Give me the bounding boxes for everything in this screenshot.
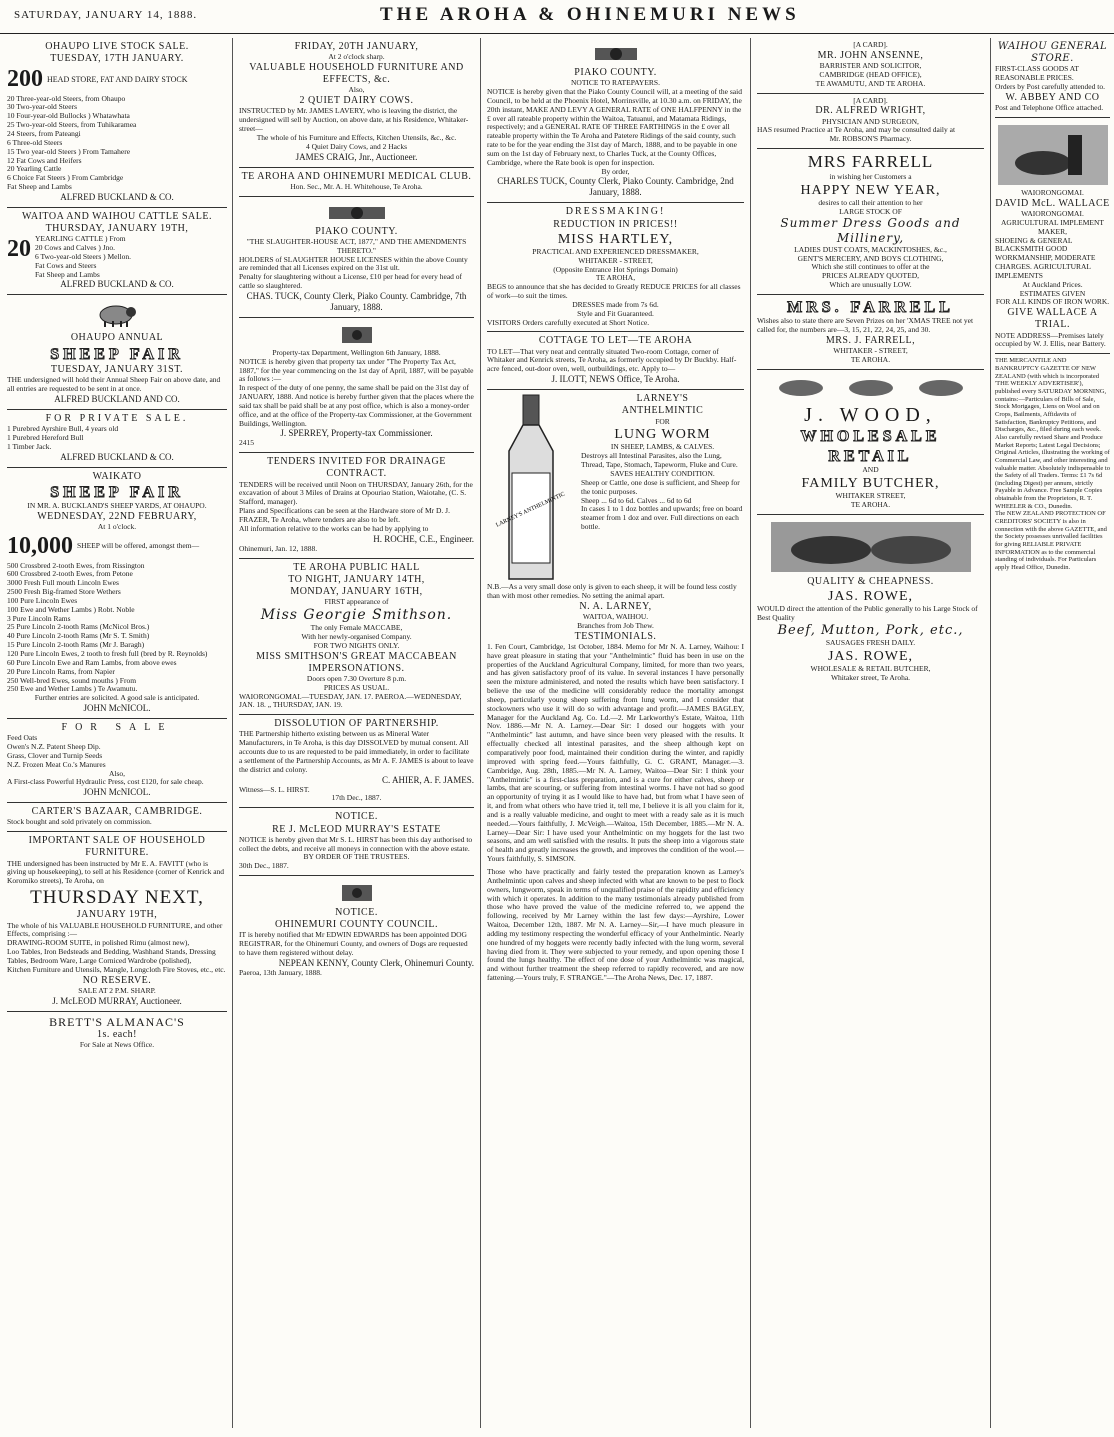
- ad-agent: N. A. LARNEY,: [579, 600, 652, 612]
- ad-lines: [7, 562, 227, 695]
- ad-body: TE AROHA.: [850, 500, 891, 510]
- ad-subtitle: RE J. McLEOD MURRAY'S ESTATE: [272, 823, 441, 835]
- ansenne-card: [757, 38, 984, 94]
- line: Fat Sheep and Lambs: [7, 182, 72, 192]
- ad-body: Orders by Post carefully attended to.: [995, 82, 1105, 92]
- ad-body: PRACTICAL AND EXPERIENCED DRESSMAKER,: [532, 246, 699, 256]
- ad-date: MONDAY, JANUARY 16TH,: [290, 585, 423, 597]
- ad-body: Plans and Specifications can be seen at the Hardware store of Mr D. J. FRAZER, Te Aroha, where tenders are also to be left.: [239, 506, 450, 524]
- ad-subtitle: TESTIMONIALS.: [574, 630, 657, 642]
- line: 30 Two-year-old Steers: [7, 102, 78, 112]
- bottle-label: LARNEY'S ANTHELMINTIC: [495, 491, 566, 529]
- ad-body: TENDERS will be received until Noon on THURSDAY, January 26th, for the excavation of about 3 Miles of Drains at Opouriao Station, Waiotahe, (C. S. Stafford, manager).: [239, 479, 473, 507]
- almanac-ad: [7, 1012, 227, 1055]
- ad-signature: CHAS. TUCK, County Clerk, Piako County. Cambridge, 7th January, 1888.: [246, 290, 467, 312]
- line: 60 Pure Lincoln Ewe and Ram Lambs, from above ewes: [7, 657, 177, 667]
- column-1: [4, 38, 232, 1428]
- ad-date: 17th Dec., 1887.: [331, 793, 382, 803]
- ad-card: [A CARD].: [853, 95, 888, 105]
- ad-time: SALE AT 2 P.M. SHARP.: [78, 985, 156, 995]
- dissolution-notice: [239, 715, 474, 808]
- ad-also: Also,: [348, 85, 365, 95]
- crest-icon: [593, 45, 639, 63]
- ad-date: 30th Dec., 1887.: [239, 861, 289, 871]
- ad-card: [A CARD].: [853, 40, 888, 49]
- ad-body: FOR: [655, 416, 670, 426]
- ad-body: LADIES DUST COATS, MACKINTOSHES, &c.,: [794, 244, 947, 254]
- masthead-date: SATURDAY, JANUARY 14, 1888.: [14, 9, 198, 21]
- wood-butcher-ad: [757, 370, 984, 515]
- ad-body: IT is hereby notified that Mr EDWIN EDWARDS has been appointed DOG REGISTRAR, for the Ohinemuri County, and owners of Dogs are requested to have them registered without delay.: [239, 930, 468, 958]
- line: 100 Pure Lincoln Ewes: [7, 595, 78, 605]
- ad-body: in wishing her Customers a: [829, 171, 912, 181]
- ad-body: FOR ALL KINDS OF IRON WORK.: [995, 297, 1110, 307]
- ad-body: HOLDERS of SLAUGHTER HOUSE LICENSES within the above County are reminded that all Licenses expired on the 31st ult.: [239, 254, 468, 273]
- ad-headline: MISS HARTLEY,: [557, 231, 674, 247]
- ad-body: INSTRUCTED by Mr. JAMES LAVERY, who is leaving the district, the undersigned will sell by Auction, on above date, at his Residence, Whitaker-street—: [239, 106, 469, 134]
- ad-body: PRICES AS USUAL.: [323, 682, 390, 692]
- ad-body: By order,: [601, 166, 630, 176]
- ad-big-number: 200: [7, 66, 43, 93]
- crest-icon: [340, 325, 374, 345]
- ad-place: WAIORONGOMAI.: [1021, 187, 1084, 197]
- ad-signature: J. McLEOD MURRAY, Auctioneer.: [52, 995, 182, 1006]
- household-furniture-sale-ad: [7, 832, 227, 1011]
- ad-body: (Opposite Entrance Hot Springs Domain): [553, 264, 678, 274]
- line: 20 Cows and Calves ) Jno.: [35, 243, 115, 253]
- ad-number: 2415: [239, 438, 254, 448]
- line: 20 Yearling Cattle: [7, 164, 62, 174]
- line: 250 Well-bred Ewes, sound mouths ) From: [7, 675, 137, 685]
- medical-club-ad: [239, 168, 474, 197]
- ad-body: SHOEING & GENERAL BLACKSMITH GOOD WORKMANSHIP, MODERATE CHARGES. AGRICULTURAL IMPLEMENTS: [995, 235, 1096, 280]
- ad-body: NOTICE is hereby given that property tax under "The Property Tax Act, 1887," for the year commencing on the 1st day of April, 1887, will be payable as follows :—: [239, 356, 474, 384]
- ad-title: NOTICE.: [335, 811, 378, 823]
- ad-body: SAVES HEALTHY CONDITION.: [610, 468, 715, 478]
- ad-signature: CHARLES TUCK, County Clerk, Piako County. Cambridge, 2nd January, 1888.: [497, 176, 734, 198]
- ad-date: THURSDAY, JANUARY 19TH,: [45, 223, 189, 235]
- ad-title: OHAUPO LIVE STOCK SALE.: [45, 41, 189, 52]
- ad-body: 4 Quiet Dairy Cows, and 2 Hacks: [305, 141, 408, 151]
- line: Fat Sheep and Lambs: [35, 269, 100, 279]
- ad-witness: Witness—S. L. HIRST.: [239, 784, 310, 794]
- ad-title: MRS. FARRELL: [787, 298, 954, 316]
- ad-body: PHYSICIAN AND SURGEON,: [822, 116, 919, 126]
- livestock-illustration: [771, 377, 971, 399]
- ad-title: REDUCTION IN PRICES!!: [553, 218, 678, 230]
- ad-signature: J. ILOTT, NEWS Office, Te Aroha.: [551, 374, 680, 385]
- ad-body: All information relative to the works can be had by applying to: [239, 523, 429, 533]
- ad-title: PIAKO COUNTY.: [315, 225, 398, 237]
- ad-date: WEDNESDAY, 22ND FEBRUARY,: [37, 511, 197, 523]
- murray-estate-notice: [239, 808, 474, 876]
- ad-body: AGRICULTURAL IMPLEMENT MAKER,: [1001, 217, 1104, 236]
- ad-title: TE AROHA PUBLIC HALL: [293, 561, 420, 573]
- ad-title: WAIHOU GENERAL STORE.: [997, 41, 1108, 65]
- ad-body: BARRISTER AND SOLICITOR,: [819, 61, 922, 71]
- line: 10 Four-year-old Bullocks ) Whatawhata: [7, 111, 130, 121]
- line: 3 Pure Lincoln Rams: [7, 613, 71, 623]
- ad-body: At Auckland Prices.: [1022, 279, 1083, 289]
- line: N.Z. Frozen Meat Co.'s Manures: [7, 759, 106, 769]
- line: 15 Two year-old Steers ) From Tamahere: [7, 146, 131, 156]
- ad-time: At 2 o'clock sharp.: [328, 52, 385, 62]
- ad-place: IN MR. A. BUCKLAND'S SHEEP YARDS, AT OHAUPO.: [27, 501, 207, 511]
- ad-headline: JAS. ROWE,: [827, 589, 914, 605]
- ad-date: JANUARY 19TH,: [76, 909, 158, 921]
- ad-body: With her newly-organised Company.: [301, 631, 412, 641]
- ad-headline: Summer Dress Goods and Millinery,: [780, 216, 961, 246]
- waikato-sheep-fair-ad: [7, 468, 227, 719]
- ad-headline: WHOLESALE: [800, 428, 941, 446]
- lavery-furniture-sale-ad: [239, 38, 474, 168]
- ad-body: FIRST-CLASS GOODS AT REASONABLE PRICES.: [995, 64, 1079, 83]
- ad-note: For Sale at News Office.: [79, 1040, 155, 1050]
- ad-footer: NO RESERVE.: [82, 974, 152, 986]
- ad-body: Hon. Sec., Mr. A. H. Whitehouse, Te Aroha.: [290, 181, 423, 191]
- line: 25 Pure Lincoln 2-tooth Rams (McNicol Bros.): [7, 622, 150, 632]
- for-sale-ad: [7, 719, 227, 803]
- ad-body: In cases 1 to 1 doz bottles and upwards; free on board steamer from 1 doz and over. Full directions on each bottle.: [581, 504, 743, 532]
- ad-body: Stock bought and sold privately on commission.: [7, 817, 152, 827]
- county-council-notice: [239, 876, 474, 982]
- rowe-butcher-ad: [757, 515, 984, 686]
- line: Loo Tables, Iron Bedsteads and Bedding, Washhand Stands, Dressing Tables, Bedroom Ware, Large Corniced Wardrobe (polished),: [7, 947, 216, 965]
- ad-title: BRETT'S ALMANAC'S: [49, 1014, 185, 1029]
- ad-body: TO LET—That very neat and centrally situated Two-room Cottage, corner of Whitaker and Kenrick streets, Te Aroha, as formerly occupied by Dr Buckby. Half-acre fenced, out-door oven, well, outbuildings, etc. Apply to—: [487, 346, 737, 374]
- ad-signature: ALFRED BUCKLAND & CO.: [60, 279, 174, 290]
- ad-body: CAMBRIDGE (HEAD OFFICE),: [819, 69, 922, 79]
- ad-body: THE undersigned will hold their Annual Sheep Fair on above date, and all entries are requested to be sent in at once.: [7, 375, 221, 394]
- ad-body: LARGE STOCK OF: [839, 206, 902, 216]
- ad-headline: Miss Georgie Smithson.: [260, 606, 453, 623]
- ad-body: HAS resumed Practice at Te Aroha, and may be consulted daily at: [757, 125, 956, 135]
- ad-signature: J. SPERREY, Property-tax Commissioner.: [280, 428, 433, 439]
- line: 3000 Fresh Full mouth Lincoln Ewes: [7, 578, 119, 588]
- ad-title: PIAKO COUNTY.: [574, 67, 657, 78]
- ad-body: THE undersigned has been instructed by Mr E. A. FAVITT (who is giving up housekeeping), to sell at his Residence (corner of Kenrick and Koromiko streets), Te Aroha, on: [7, 858, 225, 886]
- wallace-blacksmith-ad: [995, 118, 1110, 354]
- ad-body: TE AWAMUTU, AND TE AROHA.: [815, 78, 926, 88]
- ohaupo-sheep-fair-ad: [7, 295, 227, 410]
- line: 6 Three-old Steers: [7, 137, 63, 147]
- ad-body: Whitaker street, Te Aroha.: [830, 672, 911, 682]
- ad-title: QUALITY & CHEAPNESS.: [807, 576, 934, 588]
- masthead-title: THE AROHA & OHINEMURI NEWS: [380, 4, 800, 25]
- ad-body: NOTICE is hereby given that the Piako County Council will, at a meeting of the said Council, to be held at the Phoenix Hotel, Morrinsville, at 10.30 a.m. on FRIDAY, the 20th instant, MAKE AND LEVY A GENERAL RATE of ONE HALFPENNY in the £ over all rateable property within the Waitoa, Tatuanui, and Matamata Ridings, respectively; and a GENERAL RATE OF THREE FARTHINGS in the £ over all rateable property within the Te Aroha and Patetere Ridings of the said county, such rate to be for the year ending the 31st day of March, 1888, and to be payable in one sum on the 1st day of February next, to Charles Tuck, at the County Offices, Cambridge, where the Rate book is open for inspection.: [487, 87, 742, 167]
- ad-body: NOTICE is hereby given that Mr S. L. HIRST has been this day authorised to collect the debts, and receive all moneys in connection with the above estate.: [239, 834, 473, 853]
- line: Grass, Clover and Turnip Seeds: [7, 750, 103, 760]
- ad-big-number: 10,000: [7, 533, 73, 560]
- larneys-anthelmintic-ad: [487, 390, 744, 987]
- private-sale-ad: [7, 410, 227, 468]
- ad-body: Penalty for slaughtering without a License, £10 per head for every head of cattle so slaughtered.: [239, 272, 463, 291]
- line: 1 Timber Jack.: [7, 441, 52, 451]
- column-4: [750, 38, 990, 1428]
- ad-title: WAIKATO: [92, 470, 142, 482]
- ad-body: Those who have practically and fairly tested the preparation known as Larney's Anthelmintic upon calves and sheep infected with what are known to be pest to flock owners, lungworm, speak in terms of unqualified praise of the rapidity and efficiency with which it operates. In addition to the many testimonials already published from those who have proved the value of the medicine referred to, we append the following, received by Mr Larney within the last few days:—Ayrshire, Lower Waitoa, December 12th, 1887. Mr N. A. Larney—Sir,—I have much pleasure in adding my testimony respecting the wonderful efficacy of your Anthelmintic. Nearly one hundred of my hoggets were recently badly infected with the lung worm, several having died from it. They were subjected to your remedy, and upon opening those I found the lungs healthy. The effect of one dose of your Anthelmintic was magical, and without further treatment the sheep referred to rapidly recovered, and are now fattening.—Yours truly, F. STRANGE."—The Aroha News, Dec. 17, 1887.: [487, 866, 744, 983]
- ad-date: TUESDAY, 17TH JANUARY.: [50, 53, 184, 65]
- ad-body: The NEW ZEALAND PROTECTION OF CREDITORS' SOCIETY is also in connection with the above GAZETTE, and the Society possesses unrivalled facilities for giving RELIABLE PRIVATE INFORMATION as to the commercial standing of individuals. For Particulars apply Head Office, Dunedin.: [995, 510, 1107, 572]
- ad-headline: LUNG WORM: [614, 427, 711, 443]
- ratepayers-notice: [487, 38, 744, 203]
- column-3: [480, 38, 750, 1428]
- ad-signature: ALFRED BUCKLAND & CO.: [60, 451, 174, 462]
- ad-title: DRESSMAKING!: [565, 206, 666, 218]
- ad-signature: ALFRED BUCKLAND AND CO.: [54, 394, 180, 405]
- line: Feed Oats: [7, 733, 38, 743]
- cottage-to-let-ad: [487, 332, 744, 390]
- ad-body: Style and Fit Guaranteed.: [577, 308, 654, 318]
- ad-body: Which she still continues to offer at the: [811, 262, 930, 272]
- ad-headline: GIVE WALLACE A TRIAL.: [1007, 307, 1098, 331]
- ad-big-number: 20: [7, 236, 31, 263]
- line: 20 Pure Lincoln Rams, from Napier: [7, 666, 115, 676]
- ad-note: N.B.—As a very small dose only is given to each sheep, it will be found less costly than with most other remedies. No setting the animal apart.: [487, 582, 737, 600]
- mercantile-gazette-ad: [995, 354, 1110, 575]
- ad-body: Which are unusually LOW.: [829, 280, 912, 290]
- line: 100 Ewe and Wether Lambs ) Robt. Noble: [7, 604, 135, 614]
- line: YEARLING CATTLE ) From: [35, 234, 126, 244]
- column-2: [232, 38, 480, 1428]
- ad-body: ESTIMATES GIVEN: [1019, 288, 1086, 298]
- ad-headline: SHEEP will be offered, amongst them—: [77, 541, 200, 551]
- ad-title: VALUABLE HOUSEHOLD FURNITURE AND EFFECTS, &c.: [249, 62, 464, 86]
- ad-title: TENDERS INVITED FOR DRAINAGE CONTRACT.: [267, 456, 446, 480]
- waitoa-cattle-sale-ad: [7, 208, 227, 296]
- ad-note: NOTE ADDRESS—Premises lately occupied by W. J. Ellis, near Battery.: [995, 330, 1106, 349]
- ad-title: COTTAGE TO LET—TE AROHA: [538, 335, 693, 347]
- ad-title: FOR PRIVATE SALE.: [45, 413, 189, 424]
- ad-headline: JAS. ROWE,: [827, 648, 914, 664]
- carters-bazaar-ad: [7, 803, 227, 832]
- ad-title: DAVID McL. WALLACE: [995, 197, 1110, 209]
- ad-date: Paeroa, 13th January, 1888.: [239, 967, 322, 977]
- column-6: [990, 38, 1114, 1428]
- ad-body: WHITAKER STREET,: [835, 491, 906, 501]
- wright-card: [757, 94, 984, 150]
- ad-title: WAITOA AND WAIHOU CATTLE SALE.: [22, 210, 212, 222]
- column-divider-3: [480, 38, 481, 1428]
- ad-signature: C. AHIER, A. F. JAMES.: [381, 774, 474, 785]
- ad-date: TO NIGHT, JANUARY 14TH,: [288, 573, 425, 585]
- ad-title: CARTER'S BAZAAR, CAMBRIDGE.: [31, 806, 203, 818]
- ad-headline: W. ABBEY AND CO: [1005, 91, 1100, 103]
- ad-body: Branches from Job Thew.: [577, 620, 654, 630]
- ad-title: FOR SALE: [61, 722, 173, 733]
- ad-date: FRIDAY, 20TH JANUARY,: [294, 41, 419, 52]
- ad-body: THE MERCANTILE AND BANKRUPTCY GAZETTE OF NEW ZEALAND (with which is incorporated 'THE WEEKLY ADVERTISER'), published every SATURDAY MORNING, contains:—Particulars of Bills of Sale, Stock Mortgages, Liens on Wool and on Crops, Bailments, Affidavits of Satisfaction, Bankruptcy Petitions, and Discharges, &c., filed during each week. Also carefully revised Share and Produce Market Reports; Latest Legal Decisions; Original Articles, illustrating the working of Commercial Law, and other interesting and valuable matter. Absolutely indispensable to the Safety of all Traders. Terms: £1 7s 6d (including Digest) per annum, strictly Payable in Advance. Free Sample Copies obtainable from the Proprietors, R. T. WHEELER & CO., Dunedin.: [995, 357, 1110, 510]
- ad-price: 1s. each!: [96, 1029, 138, 1041]
- ad-headline: SHEEP FAIR: [50, 483, 184, 501]
- ad-signature: JOHN McNICOL.: [83, 787, 151, 798]
- ad-body: The whole of his Furniture and Effects, Kitchen Utensils, &c., &c.: [256, 132, 457, 142]
- ad-headline: THURSDAY NEXT,: [30, 887, 204, 909]
- line: 500 Crossbred 2-tooth Ewes, from Rissington: [7, 560, 145, 570]
- waihou-general-store-ad: [995, 38, 1110, 118]
- ad-body: Post and Telephone Office attached.: [995, 103, 1104, 113]
- ad-lines: [7, 95, 227, 192]
- public-hall-ad: [239, 559, 474, 716]
- ad-body: Sheep or Cattle, one dose is sufficient, and Sheep for the tonic purposes.: [581, 477, 740, 496]
- ad-subtitle: OHINEMURI COUNTY COUNCIL.: [275, 919, 438, 931]
- ad-body: Wishes also to state there are Seven Prizes on her 'XMAS TREE not yet called for, the numbers are—3, 15, 21, 22, 24, 25, and 30.: [757, 316, 974, 335]
- ad-body: VISITORS Orders carefully executed at Short Notice.: [487, 317, 650, 327]
- ad-subtitle: ANTHELMINTIC: [621, 405, 704, 417]
- ad-signature: H. ROCHE, C.E., Engineer.: [373, 533, 474, 544]
- ad-signature: JAMES CRAIG, Jnr., Auctioneer.: [295, 151, 418, 162]
- ad-headline: FAMILY BUTCHER,: [801, 476, 940, 492]
- line: 120 Pure Lincoln Ewes, 2 tooth to fresh full (bred by R. Reynolds): [7, 648, 208, 658]
- ad-title: DR. ALFRED WRIGHT,: [815, 105, 926, 117]
- ad-body: BY ORDER OF THE TRUSTEES.: [303, 852, 410, 862]
- ad-title: IMPORTANT SALE OF HOUSEHOLD FURNITURE.: [28, 835, 206, 859]
- ad-body: WHITAKER - STREET,: [578, 255, 653, 265]
- ad-date: TUESDAY, JANUARY 31ST.: [50, 364, 184, 376]
- ad-body: DRESSES made from 7s 6d.: [572, 299, 659, 309]
- ad-headline: SHEEP FAIR: [50, 345, 184, 363]
- ad-body: 1. Fen Court, Cambridge, 1st October, 1884. Memo for Mr N. A. Larney, Waihou: I have great pleasure in stating that your "Anthelmintic" fluid has been in use on the properties of the Auckland Agricultural Company, limited, for more than two years, and has given satisfactory proof of its value. In several instances I have personally seen the mixture administered, and noted the results which have been satisfactory. I believe the use of the medicine will considerably reduce the mortality amongst sheep, particularly young sheep suffering from lung worm, and I consider that stockowners who use it will do so with advantage and profit.—JAMES BAGLEY, Manager for the Auckland Ag. Co. Ld.—2. Mr Larkworthy's Estate, Waitoa, 11th Nov. 1886.—Mr N. A. Larney.—Dear Sir: I dosed our hoggets with your "Anthelmintic" last autumn, and have since been very pleased with the results. It effectually checked all intestinal parasites, and the sheep although kept on comparatively poor food, maintained their condition during the winter, and rapidly improved with spring feed.—Yours faithfully, G. C. GRANT, Manager.—3. Cambridge, Aug. 28th, 1885.—Mr N. A. Larney, Waitoa—Dear Sir: I think your "Anthelmintic" is a first-class preparation, and is a cure for either calves, sheep or lambs, that are scouring, or suffering from intestinal worms. I have not had so good an opportunity of trying it as I would like to have had, but from what I have seen of it, and from what others who have tried it, tell me, I believe it is all you claim for it, and is a really valuable medicine, and ought to meet with a ready sale as it is much needed.—Yours faithfully, J. McVeigh.—Waitoa, 15th December, 1885.—Mr N. A. Larney—Dear Sir: I have used your Anthelmintic on my hoggets for the last two seasons, and am well satisfied with the results. It puts the sheep into a vigorous state of health and greatly increases the growth, and improves the condition of the wool.—Yours faithfully, S. SIMSON.: [487, 641, 744, 864]
- slaughter-house-notice: [239, 197, 474, 318]
- line: 25 Two-year-old Steers, from Tuhikaramea: [7, 120, 137, 130]
- ad-body: FIRST appearance of: [324, 597, 389, 607]
- ad-title: OHAUPO ANNUAL: [70, 332, 164, 344]
- ad-body: Mr. ROBSON'S Pharmacy.: [829, 134, 912, 144]
- ad-body: Sheep ... 6d to 6d. Calves ... 6d to 6d: [581, 495, 692, 505]
- ad-body: desires to call their attention to her: [818, 197, 923, 207]
- line: 6 Choice Fat Steers ) From Cambridge: [7, 173, 124, 183]
- line: Owen's N.Z. Patent Sheep Dip.: [7, 742, 101, 752]
- ad-headline: HAPPY NEW YEAR,: [800, 182, 941, 198]
- farrell-prizes-ad: [757, 295, 984, 370]
- ad-headline: 2 QUIET DAIRY COWS.: [299, 95, 414, 107]
- ad-place: WAIORONGOMAI.: [1021, 208, 1084, 218]
- ad-body: WOULD direct the attention of the Public generally to his Large Stock of Best Quality: [757, 604, 978, 623]
- ad-body: WAITOA, WAIHOU.: [582, 612, 649, 622]
- ad-date: Ohinemuri, Jan. 12, 1888.: [239, 543, 318, 553]
- dressmaking-ad: [487, 203, 744, 332]
- ad-body: WAIORONGOMAI.—TUESDAY, JAN. 17. PAEROA.—WEDNESDAY, JAN. 18. „ THURSDAY, JAN. 19.: [239, 691, 462, 710]
- ad-title: NOTICE.: [335, 907, 378, 919]
- ad-body: WHOLESALE & RETAIL BUTCHER,: [810, 663, 931, 673]
- ad-title: DISSOLUTION OF PARTNERSHIP.: [274, 718, 439, 730]
- blacksmith-illustration: [998, 125, 1108, 185]
- ad-time: At 1 o'clock.: [97, 522, 137, 532]
- ad-body: AND: [862, 465, 879, 475]
- masthead: [0, 0, 1114, 34]
- bottle-illustration: [487, 393, 575, 583]
- property-tax-notice: [239, 318, 474, 453]
- ad-signature: NEPEAN KENNY, County Clerk, Ohinemuri County.: [278, 957, 474, 968]
- drainage-tender-ad: [239, 453, 474, 558]
- line: DRAWING-ROOM SUITE, in polished Rimu (almost new),: [7, 938, 190, 948]
- ad-subtitle: NOTICE TO RATEPAYERS.: [571, 78, 660, 88]
- ad-body: BEGS to announce that she has decided to Greatly REDUCE PRICES for all classes of work—to suit the times.: [487, 282, 741, 301]
- ad-body: GENT'S MERCERY, AND BOYS CLOTHING,: [797, 253, 944, 263]
- ad-body: SAUSAGES FRESH DAILY.: [825, 637, 916, 647]
- crest-icon: [327, 204, 387, 222]
- line: 40 Pure Lincoln 2-tooth Rams (Mr S. T. Smith): [7, 631, 150, 641]
- ad-footer: Further entries are solicited. A good sale is anticipated.: [34, 693, 200, 703]
- line: 1 Purebred Ayrshire Bull, 4 years old: [7, 424, 119, 434]
- ad-signature: MRS. J. FARRELL,: [825, 335, 916, 347]
- cattle-illustration: [771, 522, 971, 572]
- sheep-illustration: [94, 302, 140, 328]
- ad-body: In respect of the duty of one penny, the same shall be paid on the 31st day of JANUARY, 1888. And notice is hereby further given that the places where the said tax shall be paid shall be at any post office, which is also a money-order office, and at the office of the Property-tax Commissioner, at the Government Buildings, Wellington.: [239, 383, 474, 428]
- line: Also,: [108, 768, 126, 778]
- ad-body: FOR TWO NIGHTS ONLY.: [313, 640, 400, 650]
- ad-title: MR. JOHN ANSENNE,: [817, 49, 924, 61]
- ad-signature: ALFRED BUCKLAND & CO.: [60, 191, 174, 202]
- ad-body: The only Female MACCABE,: [310, 622, 403, 632]
- line: A First-class Powerful Hydraulic Press, cost £120, for sale cheap.: [7, 777, 204, 787]
- ad-title: LARNEY'S: [636, 393, 689, 405]
- ad-body: IN SHEEP, LAMBS, & CALVES.: [610, 442, 715, 452]
- line: 20 Three-year-old Steers, from Ohaupo: [7, 93, 126, 103]
- line: 12 Fat Cows and Heifers: [7, 155, 82, 165]
- ad-dept: Property-tax Department, Wellington 6th January, 1888.: [272, 347, 441, 357]
- ad-title: MRS FARRELL: [807, 152, 934, 172]
- ad-body: The whole of his VALUABLE HOUSEHOLD FURNITURE, and other Effects, comprising :—: [7, 920, 223, 939]
- crest-icon: [340, 883, 374, 903]
- line: 2500 Fresh Big-framed Store Wethers: [7, 587, 121, 597]
- ad-body: WHITAKER - STREET,: [833, 346, 908, 356]
- ad-headline: HEAD STORE, FAT AND DAIRY STOCK: [47, 75, 188, 85]
- ad-subtitle: MISS SMITHSON'S GREAT MACCABEAN IMPERSONATIONS.: [256, 650, 457, 674]
- ohaupo-stock-sale-ad: [7, 38, 227, 208]
- ad-signature: JOHN McNICOL.: [83, 703, 151, 714]
- ad-body: THE Partnership hitherto existing between us as Mineral Water Manufacturers, in Te Aroha, is this day DISSOLVED by mutual consent. All accounts due to us are requested to be paid immediately, in order to facilitate a settlement of the Partnership Accounts, as Mr A. F. JAMES is about to leave the district and colony.: [239, 729, 474, 774]
- farrell-new-year-ad: [757, 149, 984, 295]
- line: Kitchen Furniture and Utensils, Mangle, Longcloth Fire Stoves, etc., etc.: [7, 964, 226, 974]
- line: 24 Steers, from Pateangi: [7, 129, 81, 139]
- ad-headline: RETAIL: [828, 447, 913, 465]
- line: 15 Pure Lincoln 2-tooth Rams (Mr J. Baragh): [7, 640, 145, 650]
- line: 250 Ewe and Wether Lambs ) Te Awamutu.: [7, 684, 138, 694]
- ad-body: PRICES ALREADY QUOTED,: [821, 271, 920, 281]
- ad-body: TE AROHA.: [850, 355, 891, 365]
- ad-body: Doors open 7.30 Overture 8 p.m.: [306, 673, 407, 683]
- ad-subtitle: "THE SLAUGHTER-HOUSE ACT, 1877," AND THE AMENDMENTS THERETO.": [246, 236, 467, 255]
- line: 6 Two-year-old Steers ) Mellon.: [35, 251, 132, 261]
- ad-body: Destroys all Intestinal Parasites, also the Lung, Thread, Tape, Stomach, Tapeworm, Fluke and Cure.: [581, 451, 738, 470]
- line: Fat Cows and Steers: [35, 260, 97, 270]
- ad-title: TE AROHA AND OHINEMURI MEDICAL CLUB.: [241, 170, 472, 182]
- ad-headline: Beef, Mutton, Pork, etc.,: [777, 623, 964, 638]
- line: 1 Purebred Hereford Bull: [7, 433, 84, 443]
- line: 600 Crossbred 2-tooth Ewes, from Petone: [7, 569, 133, 579]
- ad-title: J. WOOD,: [804, 404, 937, 427]
- ad-body: TE AROHA,: [595, 273, 636, 283]
